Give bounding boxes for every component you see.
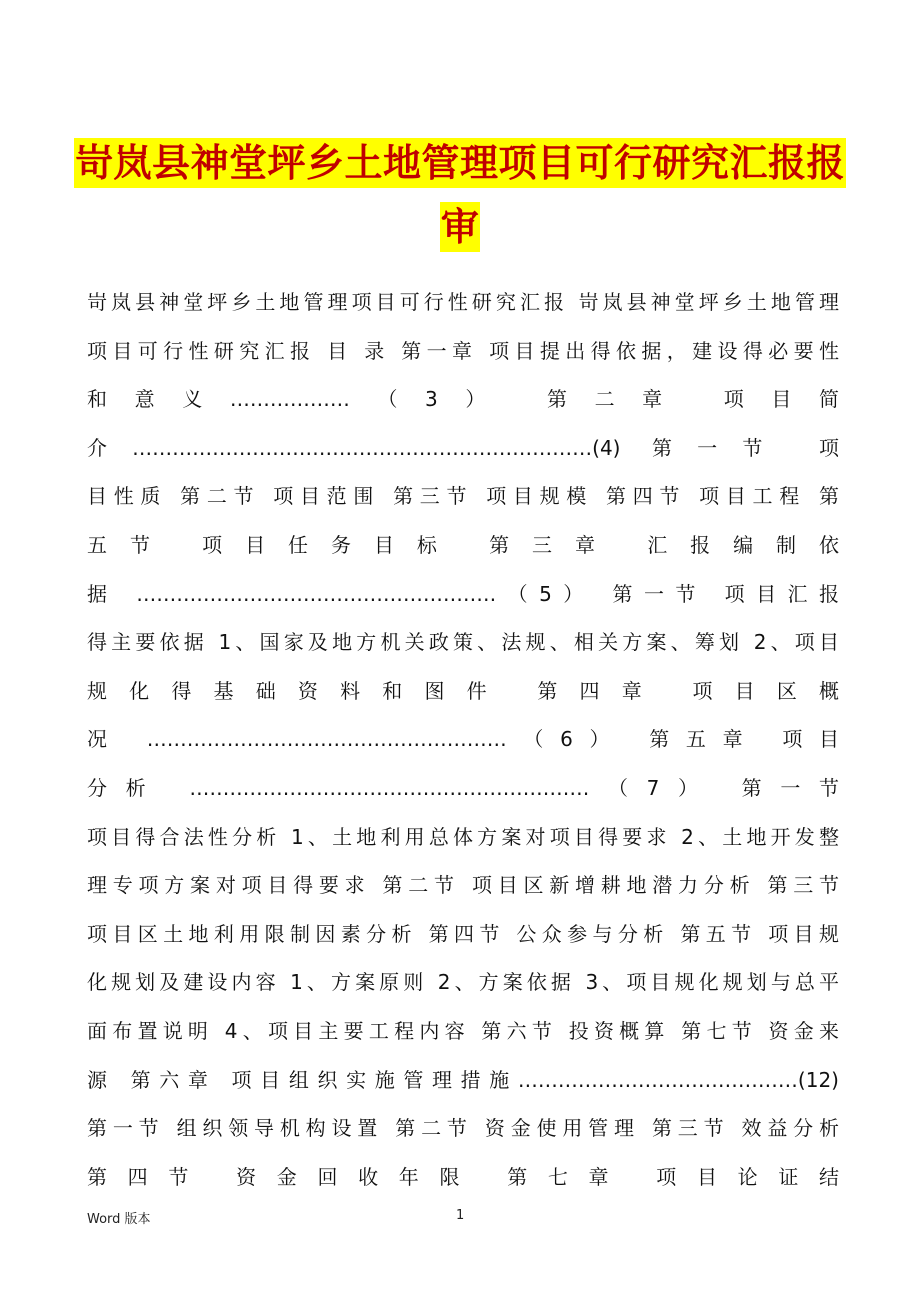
title-line-2: 审 <box>440 202 481 252</box>
title-line-1: 岢岚县神堂坪乡土地管理项目可行研究汇报报 <box>74 138 846 188</box>
body-line: 目性质 第二节 项目范围 第三节 项目规模 第四节 项目工程 第 <box>87 484 839 509</box>
body-line: 得主要依据 1、国家及地方机关政策、法规、相关方案、筹划 2、项目 <box>87 630 839 655</box>
body-line: 况 ………………………………………………（6） 第五章 项目 <box>87 727 839 752</box>
body-line: 第一节 组织领导机构设置 第二节 资金使用管理 第三节 效益分析 <box>87 1116 839 1141</box>
body-line: 第四节 资金回收年限 第七章 项目论证结 <box>87 1164 839 1189</box>
body-line: 分析 ……………………………………………………（7） 第一节 <box>87 775 839 800</box>
body-line: 项目可行性研究汇报 目 录 第一章 项目提出得依据，建设得必要性 <box>87 338 839 363</box>
page-number: 1 <box>456 1208 465 1223</box>
body-line: 规化得基础资料和图件 第四章 项目区概 <box>87 678 839 703</box>
document-body <box>87 282 839 1205</box>
body-line: 化规划及建设内容 1、方案原则 2、方案依据 3、项目规化规划与总平 <box>87 970 839 995</box>
body-line: 面布置说明 4、项目主要工程内容 第六节 投资概算 第七节 资金来 <box>87 1018 839 1043</box>
body-line: 据 ………………………………………………（5） 第一节 项目汇报 <box>87 581 839 606</box>
body-line: 介……………………………………………………………(4) 第一节 项 <box>87 435 839 460</box>
footer-version-label: Word 版本 <box>87 1212 151 1227</box>
page-footer <box>0 1208 920 1228</box>
body-line: 和意义………………（3） 第二章 项目简 <box>87 387 839 412</box>
body-line: 岢岚县神堂坪乡土地管理项目可行性研究汇报 岢岚县神堂坪乡土地管理 <box>87 290 839 314</box>
body-line: 理专项方案对项目得要求 第二节 项目区新增耕地潜力分析 第三节 <box>87 873 839 898</box>
body-line: 项目区土地利用限制因素分析 第四节 公众参与分析 第五节 项目规 <box>87 921 839 946</box>
document-title <box>60 138 860 252</box>
body-line: 五节 项目任务目标 第三章 汇报编制依 <box>87 532 839 557</box>
body-line: 源 第六章 项目组织实施管理措施……………………………………(12) <box>87 1067 839 1092</box>
body-line: 项目得合法性分析 1、土地利用总体方案对项目得要求 2、土地开发整 <box>87 824 839 849</box>
